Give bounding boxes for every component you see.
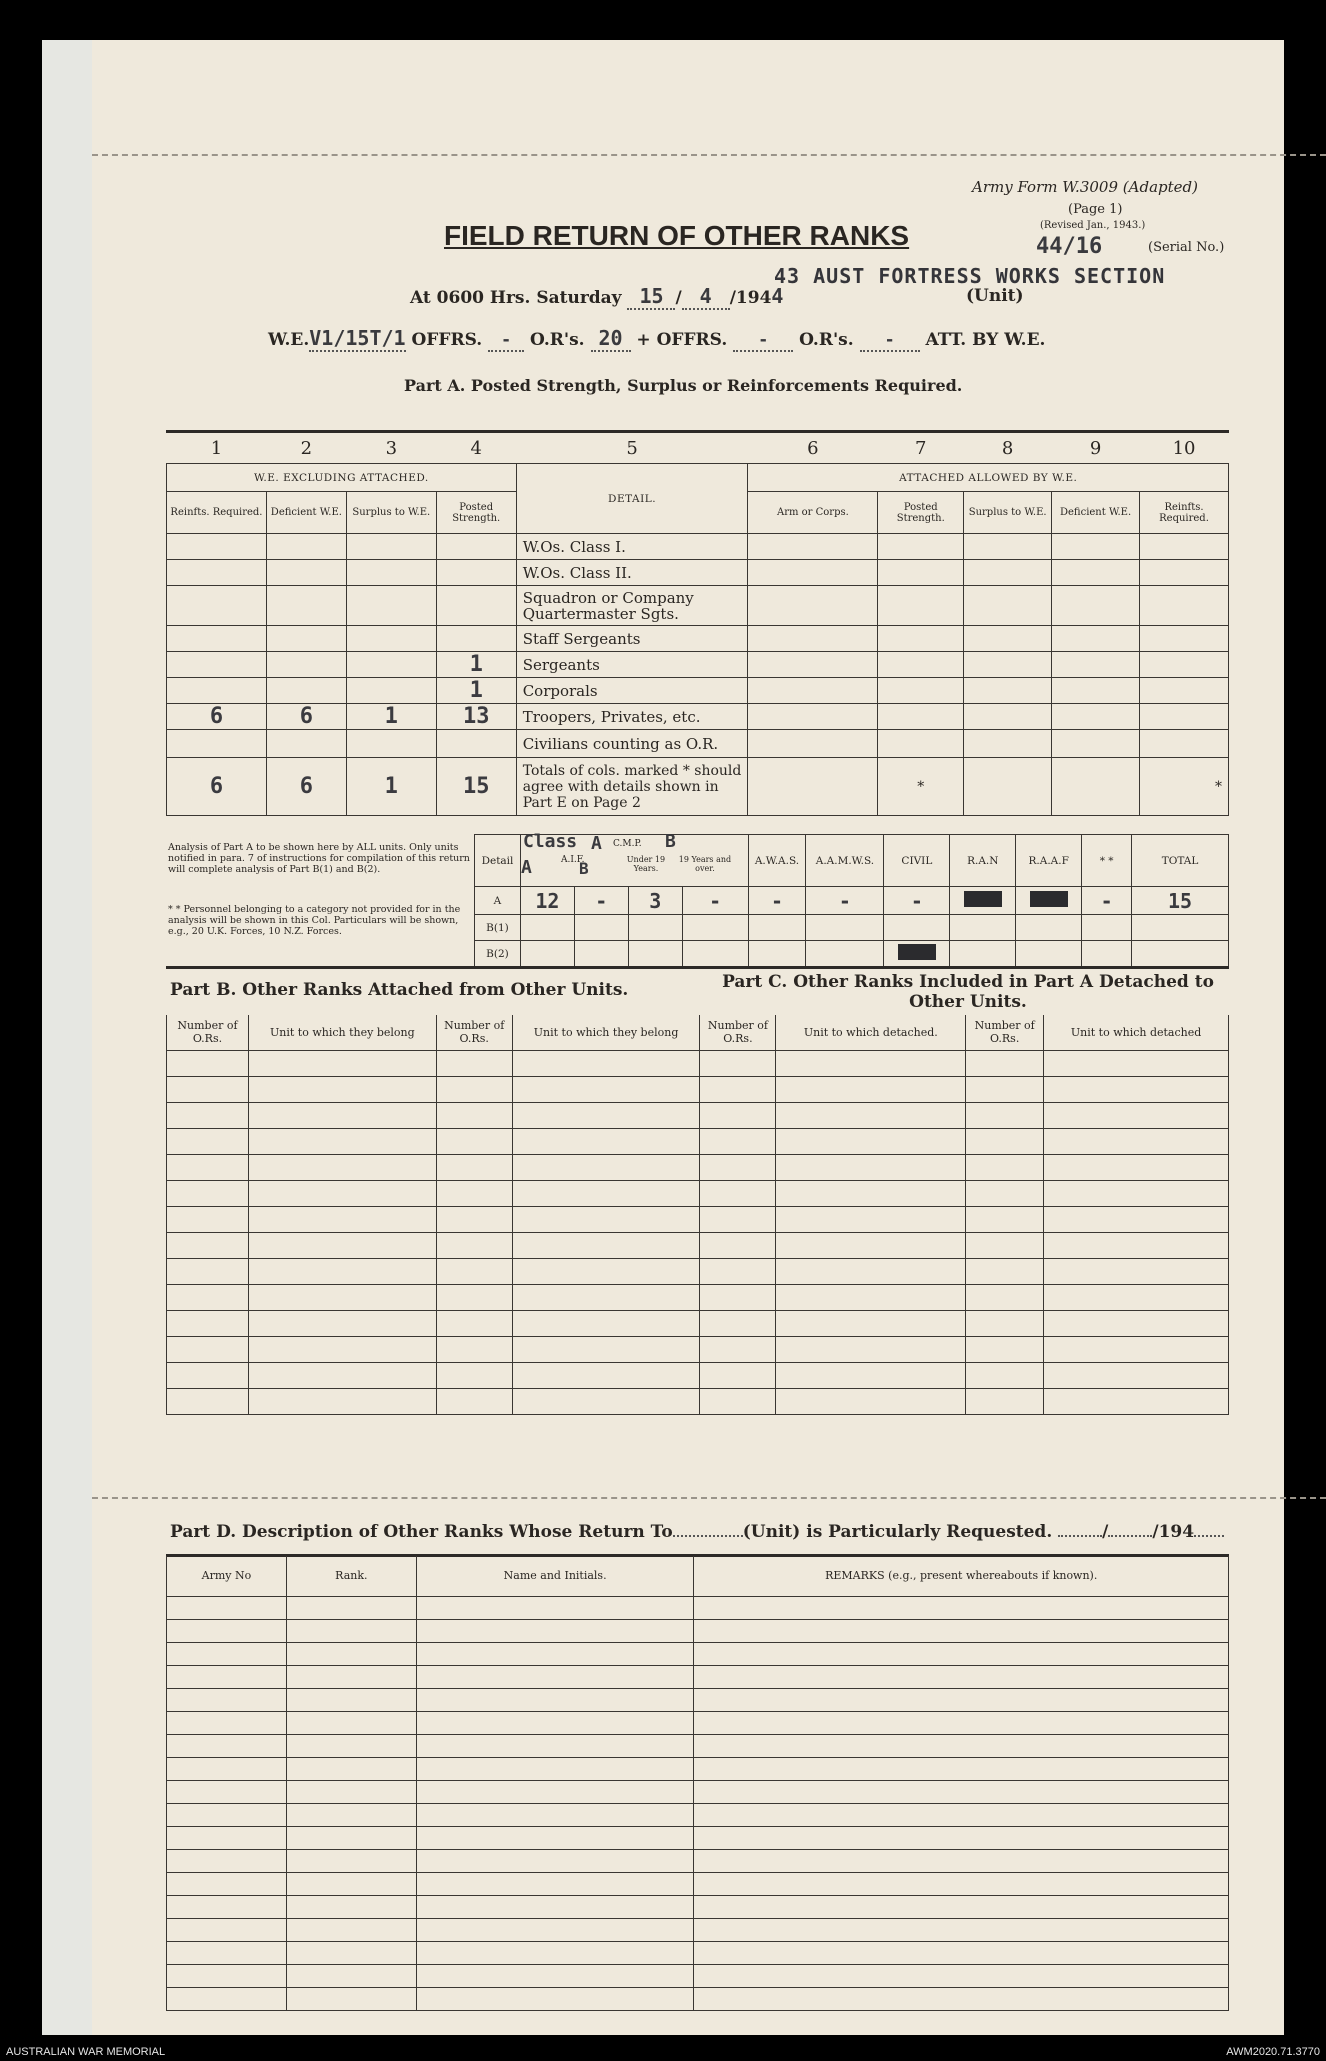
cell-aif-a: 12 (520, 887, 574, 915)
cell-reinfts (167, 534, 267, 560)
cell-deficient (266, 626, 346, 652)
cell-surplus (346, 560, 436, 586)
column-numbers (167, 433, 1229, 464)
total-surplus: 1 (346, 758, 436, 816)
head-c-number: Number of O.Rs. (966, 1015, 1044, 1050)
cell-posted (436, 560, 516, 586)
footer-source: AUSTRALIAN WAR MEMORIAL (6, 2046, 166, 2058)
table-row (167, 1050, 1229, 1076)
table-row (167, 1895, 1229, 1918)
star-mark: * (878, 758, 964, 816)
head-army-no: Army No (167, 1556, 287, 1596)
part-d-title-line: Part D. Description of Other Ranks Whose Return To (Unit) is Particularly Requested. / /194 (170, 1522, 1224, 1542)
table-row (167, 1619, 1229, 1642)
part-d-blank (1194, 1535, 1224, 1537)
serial-label: (Serial No.) (1148, 240, 1225, 255)
cell-aif-b: - (574, 887, 628, 915)
col-num: 5 (626, 437, 638, 459)
table-row (167, 1206, 1229, 1232)
cell-aamws: - (806, 887, 884, 915)
we-value: V1/15T/1 (309, 326, 406, 350)
table-row (167, 1154, 1229, 1180)
cell-deficient (266, 678, 346, 704)
date-year: /194 (729, 288, 772, 308)
cell-deficient (266, 652, 346, 678)
head-b-number: Number of O.Rs. (167, 1015, 249, 1050)
cell-total: 15 (1132, 887, 1229, 915)
col-total: TOTAL (1132, 835, 1229, 887)
head-b-unit: Unit to which they belong (512, 1015, 700, 1050)
we-label: W.E. (268, 330, 310, 350)
cell-ran (950, 887, 1016, 915)
part-d-table (166, 1556, 1229, 2011)
detail-label: Detail (475, 835, 521, 887)
row-detail: Staff Sergeants (516, 626, 748, 652)
form-title: FIELD RETURN OF OTHER RANKS (444, 220, 910, 251)
head-c-unit: Unit to which detached. (776, 1015, 966, 1050)
head-b-number: Number of O.Rs. (436, 1015, 512, 1050)
cell-surplus (346, 586, 436, 626)
table-row (167, 1734, 1229, 1757)
cell-posted: 1 (436, 652, 516, 678)
head-reinfts: Reinfts. Required. (167, 492, 267, 534)
col-aamws: A.A.M.W.S. (806, 835, 884, 887)
unit-label: (Unit) (966, 286, 1024, 306)
col-num: 8 (1001, 437, 1014, 459)
ors-label: O.R's. (530, 330, 585, 350)
col-num: 10 (1172, 437, 1196, 459)
col-raaf: R.A.A.F (1016, 835, 1082, 887)
we-line (268, 326, 1045, 352)
table-row (167, 1941, 1229, 1964)
col-num: 9 (1089, 437, 1102, 459)
cell-surplus (346, 678, 436, 704)
part-c-title: Part C. Other Ranks Included in Part A Detached to Other Units. (722, 972, 1214, 1012)
part-bc-table (166, 1015, 1229, 1415)
head-surplus: Surplus to W.E. (346, 492, 436, 534)
analysis-table (474, 831, 1229, 967)
part-bc-header (167, 1015, 1229, 1050)
table-row (167, 1388, 1229, 1414)
cell-civil-b2 (884, 941, 950, 967)
row-label: A (475, 887, 521, 915)
cell-posted (436, 626, 516, 652)
cell-surplus (346, 534, 436, 560)
cell-reinfts (167, 730, 267, 758)
army-form: Army Form W.3009 (972, 178, 1118, 196)
row-detail: Corporals (516, 678, 748, 704)
row-detail: W.Os. Class I. (516, 534, 748, 560)
at-hrs: At 0600 Hrs. Saturday (410, 288, 622, 308)
head-deficient: Deficient W.E. (266, 492, 346, 534)
col-awas: A.W.A.S. (748, 835, 806, 887)
offrs2-label: OFFRS. (656, 330, 728, 350)
head-reinfts-att: Reinfts. Required. (1140, 492, 1229, 534)
col-other: * * (1082, 835, 1132, 887)
table-row (167, 626, 1229, 652)
row-label: B(1) (475, 915, 521, 941)
unit-stamp: 43 AUST FORTRESS WORKS SECTION (774, 264, 1166, 288)
att-label: ATT. BY W.E. (925, 330, 1046, 350)
cell-deficient (266, 730, 346, 758)
col-num: 7 (915, 437, 927, 459)
row-detail: Troopers, Privates, etc. (516, 704, 748, 730)
class-header (520, 831, 748, 887)
redaction-block (964, 891, 1002, 907)
row-detail: Civilians counting as O.R. (516, 730, 748, 758)
cell-posted (436, 730, 516, 758)
head-b-unit: Unit to which they belong (248, 1015, 436, 1050)
total-posted: 15 (436, 758, 516, 816)
revised-date: (Revised Jan., 1943.) (1040, 220, 1146, 231)
plus-sign: + (636, 330, 651, 350)
cell-reinfts: 6 (167, 704, 267, 730)
cmp-label: C.M.P. (612, 839, 642, 849)
table-row (167, 1284, 1229, 1310)
cell-reinfts (167, 652, 267, 678)
col-num: 2 (300, 437, 313, 459)
head-remarks: REMARKS (e.g., present whereabouts if known). (694, 1556, 1229, 1596)
table-row (167, 1076, 1229, 1102)
part-d-title-end: /194 (1152, 1522, 1195, 1542)
row-label: B(2) (475, 941, 521, 967)
cell-posted: 13 (436, 704, 516, 730)
row-detail: Sergeants (516, 652, 748, 678)
part-d-title-mid: (Unit) is Particularly Requested. (742, 1522, 1053, 1542)
row-detail: Squadron or Company Quartermaster Sgts. (516, 586, 748, 626)
head-c-unit: Unit to which detached (1044, 1015, 1229, 1050)
redaction-block (898, 944, 936, 960)
page-number: (Page 1) (1068, 202, 1123, 217)
table-row (167, 1872, 1229, 1895)
table-row (167, 1826, 1229, 1849)
class-hand: Class (522, 831, 578, 852)
col-num: 3 (385, 437, 398, 459)
class-b2-hand: B (578, 859, 589, 878)
aif-label: A.I.F. (560, 855, 585, 865)
part-d-blank (1108, 1535, 1152, 1537)
cell-surplus (346, 626, 436, 652)
table-row (167, 1711, 1229, 1734)
binding-strip (42, 40, 92, 2035)
army-form-line (972, 178, 1198, 196)
cell-reinfts (167, 560, 267, 586)
total-reinfts: 6 (167, 758, 267, 816)
cell-deficient (266, 586, 346, 626)
col-civil: CIVIL (884, 835, 950, 887)
table-row (167, 1596, 1229, 1619)
analysis-row-b2 (475, 941, 1229, 967)
star-mark: * (1140, 758, 1229, 816)
table-row (167, 1128, 1229, 1154)
offrs-value: - (488, 330, 524, 352)
table-row (167, 1362, 1229, 1388)
head-posted: Posted Strength. (436, 492, 516, 534)
table-row (167, 1310, 1229, 1336)
cell-posted: 1 (436, 678, 516, 704)
ors2-label: O.R's. (799, 330, 854, 350)
head-arm-corps: Arm or Corps. (748, 492, 878, 534)
analysis-row-b1 (475, 915, 1229, 941)
redaction-block (1030, 891, 1068, 907)
offrs-label: OFFRS. (411, 330, 483, 350)
cell-surplus (346, 652, 436, 678)
over-19-label: 19 Years and over. (678, 855, 732, 873)
table-row (167, 586, 1229, 626)
part-d-blank (673, 1535, 743, 1537)
cell-posted (436, 534, 516, 560)
cell-surplus: 1 (346, 704, 436, 730)
cell-civil: - (884, 887, 950, 915)
footer-accession: AWM2020.71.3770 (1226, 2046, 1320, 2058)
head-posted-att: Posted Strength. (878, 492, 964, 534)
rule-part-bc (166, 966, 1229, 969)
class-a2-hand: A (520, 857, 532, 878)
table-row (167, 704, 1229, 730)
table-row (167, 1688, 1229, 1711)
ors-value: 20 (591, 326, 631, 352)
table-row (167, 1987, 1229, 2010)
table-row (167, 1258, 1229, 1284)
analysis-note-1: Analysis of Part A to be shown here by ALL units. Only units notified in para. 7 of instructions for compilation of this return will complete analysis of Part B(1) and B(2). (168, 842, 470, 875)
head-surplus-att: Surplus to W.E. (964, 492, 1052, 534)
table-row (167, 1918, 1229, 1941)
head-rank: Rank. (286, 1556, 416, 1596)
head-name: Name and Initials. (416, 1556, 694, 1596)
cell-over-19: - (682, 887, 748, 915)
we-excluding-header: W.E. EXCLUDING ATTACHED. (167, 464, 517, 492)
totals-row (167, 758, 1229, 816)
table-row (167, 1849, 1229, 1872)
table-row (167, 652, 1229, 678)
col-num: 6 (807, 437, 819, 459)
table-row (167, 534, 1229, 560)
adapted-label: (Adapted) (1122, 178, 1198, 196)
table-row (167, 1102, 1229, 1128)
ors2-value: - (860, 330, 920, 352)
table-row (167, 560, 1229, 586)
date-day: 15 (627, 284, 675, 310)
total-deficient: 6 (266, 758, 346, 816)
part-d-header (167, 1556, 1229, 1596)
class-b-hand: B (664, 831, 676, 852)
table-row (167, 1803, 1229, 1826)
date-month: 4 (682, 284, 730, 310)
analysis-row-a (475, 887, 1229, 915)
head-deficient-att: Deficient W.E. (1052, 492, 1140, 534)
perforation-top (92, 154, 1326, 156)
table-row (167, 1642, 1229, 1665)
cell-deficient (266, 534, 346, 560)
cell-deficient (266, 560, 346, 586)
cell-other: - (1082, 887, 1132, 915)
part-a-table (166, 433, 1229, 816)
cell-posted (436, 586, 516, 626)
cell-surplus (346, 730, 436, 758)
detail-header: DETAIL. (516, 464, 748, 534)
head-c-number: Number of O.Rs. (700, 1015, 776, 1050)
perforation-middle (92, 1497, 1326, 1499)
attached-allowed-header: ATTACHED ALLOWED BY W.E. (748, 464, 1229, 492)
part-d-blank (1058, 1535, 1102, 1537)
table-row (167, 1180, 1229, 1206)
under-19-label: Under 19 Years. (626, 855, 666, 873)
row-detail: W.Os. Class II. (516, 560, 748, 586)
part-b-title: Part B. Other Ranks Attached from Other Units. (170, 980, 629, 1000)
analysis-note-2: * * Personnel belonging to a category not provided for in the analysis will be shown in this Col. Particulars will be shown, e.g., 20 U.K. Forces, 10 N.Z. Forces. (168, 904, 461, 937)
date-line: At 0600 Hrs. Saturday 15 / 4 /1944 (410, 284, 784, 308)
cell-reinfts (167, 586, 267, 626)
date-year-digit: 4 (771, 284, 784, 308)
cell-awas: - (748, 887, 806, 915)
col-num: 4 (470, 437, 482, 459)
offrs2-value: - (733, 330, 793, 352)
table-row (167, 678, 1229, 704)
table-row (167, 1232, 1229, 1258)
part-a-title: Part A. Posted Strength, Surplus or Reinforcements Required. (404, 376, 963, 395)
serial-number: 44/16 (1036, 234, 1103, 259)
cell-under-19: 3 (628, 887, 682, 915)
col-ran: R.A.N (950, 835, 1016, 887)
totals-detail: Totals of cols. marked * should agree with details shown in Part E on Page 2 (516, 758, 748, 816)
table-row (167, 1757, 1229, 1780)
class-a-hand: A (590, 833, 602, 854)
table-row (167, 1780, 1229, 1803)
table-row (167, 1665, 1229, 1688)
col-num: 1 (210, 437, 223, 459)
cell-deficient: 6 (266, 704, 346, 730)
table-row (167, 1964, 1229, 1987)
table-row (167, 1336, 1229, 1362)
table-row (167, 730, 1229, 758)
cell-raaf (1016, 887, 1082, 915)
cell-reinfts (167, 678, 267, 704)
part-d-title: Part D. Description of Other Ranks Whose Return To (170, 1522, 673, 1542)
cell-reinfts (167, 626, 267, 652)
